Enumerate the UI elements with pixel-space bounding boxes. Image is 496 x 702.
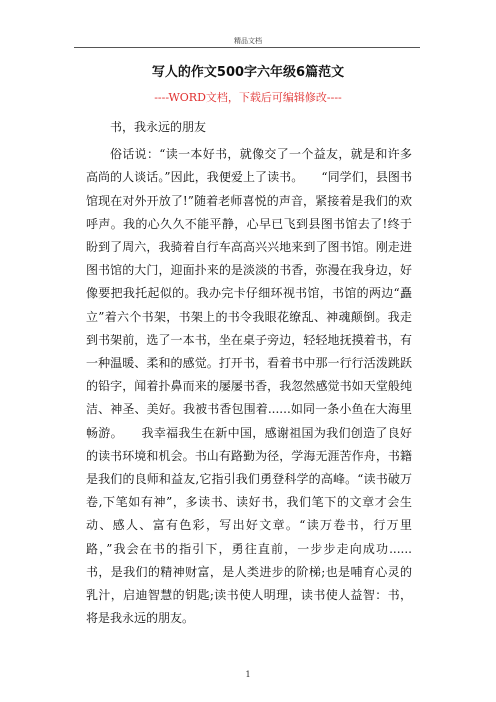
document-body bbox=[86, 116, 437, 630]
page-header: 精品文档 bbox=[234, 37, 262, 45]
essay-text: 俗话说：“读一本好书，就像交了一个益友，就是和许多高尚的人谈话。”因此，我便爱上了读书。 “同学们，县图书馆现在对外开放了!”随着老师喜悦的声音，紧接着是我们的欢呼声。我的心久久不能平静，心早已飞到县图书馆去了!终于盼到了周六，我骑着自行车高高兴兴地来到了图书馆。刚走进图书馆的大门，迎面扑来的是淡淡的书香，弥漫在我身边，好像要把我托起似的。我办完卡仔细环视书馆，书馆的两边“矗立”着六个书架，书架上的书令我眼花缭乱、神魂颠倒。我走到书架前，选了一本书，坐在桌子旁边，轻轻地抚摸着书，有一种温暖、柔和的感觉。打开书，看着书中那一行行活泼跳跃的铅字，闻着扑鼻而来的屡屡书香，我忽然感觉书如天堂般纯洁、神圣、美好。我被书香包围着......如同一条小鱼在大海里畅游。 我幸福我生在新中国，感谢祖国为我们创造了良好的读书环境和机会。书山有路勤为径，学海无涯苦作舟，书籍是我们的良师和益友,它指引我们勇登科学的高峰。“读书破万卷,下笔如有神”，多读书、读好书，我们笔下的文章才会生动、感人、富有色彩，写出好文章。“读万卷书，行万里路，”我会在书的指引下，勇往直前，一步步走向成功...... 书，是我们的精神财富，是人类进步的阶梯;也是哺育心灵的乳汁，启迪智慧的钥匙;读书使人明理，读书使人益智：书，将是我永远的朋友。 bbox=[86, 147, 437, 626]
document-subtitle: ----WORD文档，下载后可编辑修改---- bbox=[154, 91, 342, 104]
header-divider bbox=[74, 47, 420, 48]
essay-heading: 书，我永远的朋友 bbox=[110, 120, 207, 134]
document-title: 写人的作文500字六年级6篇范文 bbox=[151, 65, 345, 80]
page-number: 1 bbox=[245, 670, 251, 679]
